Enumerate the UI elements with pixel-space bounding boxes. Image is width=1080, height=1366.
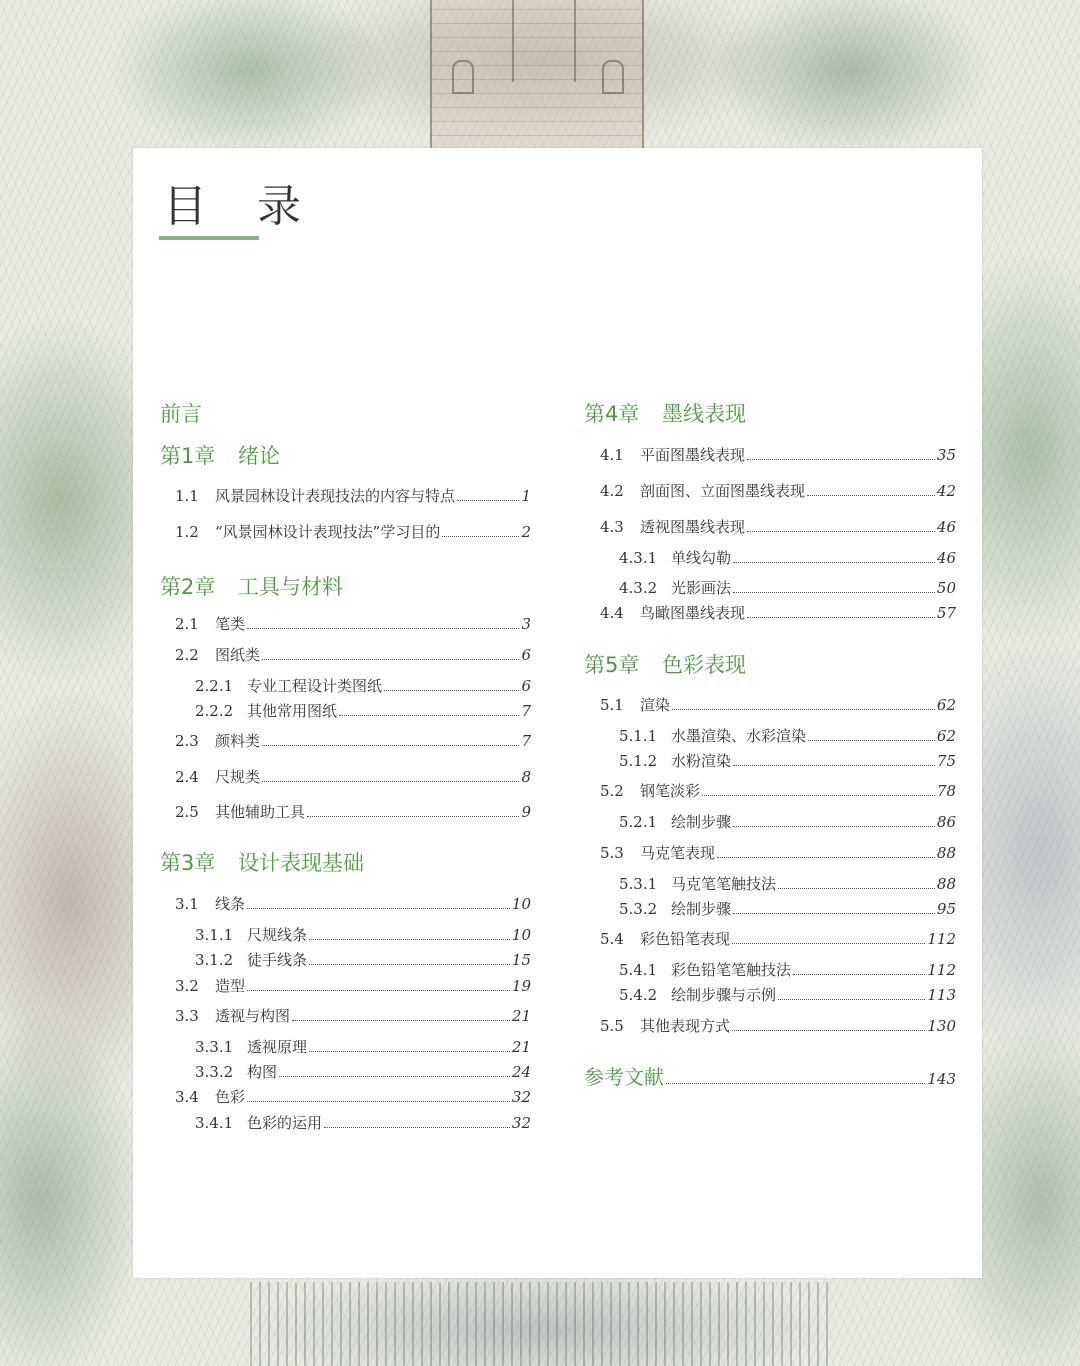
- entry-title: 剖面图、立面图墨线表现: [640, 482, 806, 500]
- entry-number: 5.4.2: [619, 986, 658, 1004]
- dot-leader: [247, 1101, 510, 1102]
- entry-page: 15: [511, 951, 531, 969]
- entry-page: 62: [936, 696, 956, 714]
- dot-leader: [247, 628, 519, 629]
- entry-page: 35: [936, 446, 956, 464]
- dot-leader: [672, 709, 935, 710]
- toc-entry-5-4-1[interactable]: [619, 959, 956, 980]
- entry-title: 造型: [215, 977, 246, 995]
- entry-title: 马克笔笔触技法: [671, 875, 777, 893]
- entry-number: 5.3.1: [619, 875, 658, 893]
- dot-leader: [309, 939, 510, 940]
- toc-entry-3-1-1[interactable]: [195, 924, 531, 945]
- toc-entry-5-4[interactable]: [600, 928, 956, 949]
- entry-number: 1.1: [175, 487, 199, 505]
- entry-number: 3.3: [175, 1007, 199, 1025]
- entry-title: 单线勾勒: [671, 549, 732, 567]
- entry-page: 112: [927, 961, 956, 979]
- entry-title: 钢笔淡彩: [640, 782, 701, 800]
- chapter-3-heading[interactable]: [160, 847, 364, 877]
- entry-title: 线条: [215, 895, 246, 913]
- entry-page: 88: [936, 844, 956, 862]
- dot-leader: [702, 795, 935, 796]
- entry-title: 透视与构图: [215, 1007, 291, 1025]
- chapter-number: 第2章: [160, 575, 216, 599]
- entry-page: 19: [511, 977, 531, 995]
- dot-leader: [733, 592, 935, 593]
- chapter-number: 第1章: [160, 444, 216, 468]
- dot-leader: [747, 531, 935, 532]
- dot-leader: [457, 500, 519, 501]
- entry-number: 3.4.1: [195, 1114, 234, 1132]
- toc-entry-5-1-2[interactable]: [619, 750, 956, 771]
- entry-page: 7: [521, 702, 531, 720]
- dot-leader: [262, 659, 519, 660]
- chapter-1-heading[interactable]: [160, 440, 280, 470]
- title-underline: [159, 236, 259, 240]
- entry-page: 10: [511, 926, 531, 944]
- references-entry[interactable]: [584, 1061, 956, 1090]
- entry-page: 112: [927, 930, 956, 948]
- dot-leader: [307, 816, 519, 817]
- entry-title: 鸟瞰图墨线表现: [640, 604, 746, 622]
- entry-number: 2.4: [175, 768, 199, 786]
- chapter-title: 绪论: [238, 444, 280, 468]
- entry-page: 46: [936, 518, 956, 536]
- entry-page: 57: [936, 604, 956, 622]
- toc-entry-5-3-2[interactable]: [619, 898, 956, 919]
- dot-leader: [384, 690, 519, 691]
- dot-leader: [778, 999, 925, 1000]
- entry-page: 21: [511, 1038, 531, 1056]
- toc-entry-5-5[interactable]: [600, 1015, 956, 1036]
- entry-number: 5.5: [600, 1017, 624, 1035]
- entry-title: 色彩: [215, 1088, 246, 1106]
- toc-entry-5-1[interactable]: [600, 694, 956, 715]
- entry-number: 4.1: [600, 446, 624, 464]
- entry-page: 6: [521, 677, 531, 695]
- entry-title: 光影画法: [671, 579, 732, 597]
- entry-title: “风景园林设计表现技法”学习目的: [215, 523, 441, 541]
- tower-sketch: [512, 0, 576, 82]
- entry-page: 78: [936, 782, 956, 800]
- toc-entry-4-1[interactable]: [600, 444, 956, 465]
- toc-entry-3-4-1[interactable]: [195, 1112, 531, 1133]
- entry-title: 透视原理: [247, 1038, 308, 1056]
- entry-number: 3.1.2: [195, 951, 234, 969]
- entry-title: 颜料类: [215, 732, 261, 750]
- chapter-title: 工具与材料: [238, 575, 343, 599]
- toc-panel: [133, 148, 982, 1278]
- toc-entry-2-2-2[interactable]: [195, 700, 531, 721]
- entry-page: 46: [936, 549, 956, 567]
- toc-entry-4-3-2[interactable]: [619, 577, 956, 598]
- entry-page: 1: [521, 487, 531, 505]
- building-sketch: [430, 0, 644, 150]
- entry-number: 2.2: [175, 646, 199, 664]
- entry-page: 86: [936, 813, 956, 831]
- entry-page: 32: [511, 1088, 531, 1106]
- dot-leader: [733, 765, 935, 766]
- toc-entry-4-4[interactable]: [600, 602, 956, 623]
- entry-number: 5.3: [600, 844, 624, 862]
- entry-number: 2.2.2: [195, 702, 234, 720]
- dot-leader: [808, 740, 935, 741]
- entry-number: 5.1: [600, 696, 624, 714]
- dot-leader: [732, 1030, 925, 1031]
- entry-page: 24: [511, 1063, 531, 1081]
- entry-title: 马克笔表现: [640, 844, 716, 862]
- toc-entry-5-2-1[interactable]: [619, 811, 956, 832]
- entry-page: 75: [936, 752, 956, 770]
- entry-number: 5.4: [600, 930, 624, 948]
- toc-entry-2-1[interactable]: [175, 613, 531, 634]
- entry-page: 6: [521, 646, 531, 664]
- entry-page: 8: [521, 768, 531, 786]
- dot-leader: [747, 617, 935, 618]
- dot-leader: [309, 1051, 510, 1052]
- dot-leader: [324, 1127, 510, 1128]
- entry-number: 3.4: [175, 1088, 199, 1106]
- entry-number: 4.3.1: [619, 549, 658, 567]
- toc-entry-2-2-1[interactable]: [195, 675, 531, 696]
- entry-title: 绘制步骤: [671, 813, 732, 831]
- entry-title: 平面图墨线表现: [640, 446, 746, 464]
- entry-page: 113: [927, 986, 956, 1004]
- toc-entry-3-2[interactable]: [175, 975, 531, 996]
- dot-leader: [807, 495, 935, 496]
- toc-entry-5-1-1[interactable]: [619, 725, 956, 746]
- toc-entry-2-3[interactable]: [175, 730, 531, 751]
- toc-entry-3-1[interactable]: [175, 893, 531, 914]
- chapter-2-heading[interactable]: [160, 571, 343, 601]
- entry-title: 风景园林设计表现技法的内容与特点: [215, 487, 456, 505]
- entry-page: 2: [521, 523, 531, 541]
- dot-leader: [732, 943, 925, 944]
- entry-title: 其他表现方式: [640, 1017, 731, 1035]
- dot-leader: [778, 888, 935, 889]
- entry-title: 图纸类: [215, 646, 261, 664]
- entry-page: 21: [511, 1007, 531, 1025]
- entry-number: 4.2: [600, 482, 624, 500]
- entry-number: 2.3: [175, 732, 199, 750]
- toc-entry-4-2[interactable]: [600, 480, 956, 501]
- toc-entry-5-2[interactable]: [600, 780, 956, 801]
- entry-number: 2.1: [175, 615, 199, 633]
- window-sketch: [452, 60, 474, 94]
- toc-entry-3-4[interactable]: [175, 1086, 531, 1107]
- entry-number: 2.5: [175, 803, 199, 821]
- toc-entry-1-2[interactable]: [175, 521, 531, 542]
- entry-number: 3.2: [175, 977, 199, 995]
- entry-page: 32: [511, 1114, 531, 1132]
- entry-page: 7: [521, 732, 531, 750]
- chapter-number: 第4章: [584, 402, 640, 426]
- entry-title: 其他常用图纸: [247, 702, 338, 720]
- references-title: 参考文献: [584, 1065, 664, 1089]
- entry-page: 130: [927, 1017, 956, 1035]
- dot-leader: [717, 857, 935, 858]
- chapter-title: 色彩表现: [662, 653, 746, 677]
- entry-page: 62: [936, 727, 956, 745]
- window-sketch: [602, 60, 624, 94]
- toc-entry-3-3-1[interactable]: [195, 1036, 531, 1057]
- entry-title: 绘制步骤: [671, 900, 732, 918]
- entry-number: 4.4: [600, 604, 624, 622]
- preface-heading[interactable]: [160, 398, 202, 428]
- dot-leader: [733, 826, 935, 827]
- dot-leader: [247, 990, 510, 991]
- toc-entry-4-3-1[interactable]: [619, 547, 956, 568]
- chapter-4-heading[interactable]: [584, 398, 746, 428]
- entry-title: 徒手线条: [247, 951, 308, 969]
- entry-title: 色彩的运用: [247, 1114, 323, 1132]
- toc-entry-3-3-2[interactable]: [195, 1061, 531, 1082]
- dot-leader: [733, 562, 935, 563]
- dot-leader: [793, 974, 925, 975]
- entry-number: 5.3.2: [619, 900, 658, 918]
- entry-number: 3.1.1: [195, 926, 234, 944]
- dot-leader: [262, 745, 519, 746]
- entry-title: 彩色铅笔表现: [640, 930, 731, 948]
- preface-label: 前言: [160, 402, 202, 426]
- dot-leader: [747, 459, 935, 460]
- toc-entry-3-3[interactable]: [175, 1005, 531, 1026]
- entry-number: 5.2.1: [619, 813, 658, 831]
- entry-number: 5.2: [600, 782, 624, 800]
- toc-entry-5-3-1[interactable]: [619, 873, 956, 894]
- entry-title: 构图: [247, 1063, 278, 1081]
- entry-title: 渲染: [640, 696, 671, 714]
- chapter-title: 设计表现基础: [238, 851, 364, 875]
- entry-title: 透视图墨线表现: [640, 518, 746, 536]
- dot-leader: [442, 536, 519, 537]
- entry-number: 5.1.1: [619, 727, 658, 745]
- references-page: 143: [927, 1070, 956, 1088]
- entry-page: 10: [511, 895, 531, 913]
- waterfall-sketch: [250, 1282, 830, 1366]
- dot-leader: [279, 1076, 510, 1077]
- entry-title: 水粉渲染: [671, 752, 732, 770]
- dot-leader: [262, 781, 519, 782]
- entry-title: 尺规类: [215, 768, 261, 786]
- entry-number: 4.3.2: [619, 579, 658, 597]
- chapter-number: 第5章: [584, 653, 640, 677]
- dot-leader: [309, 964, 510, 965]
- entry-page: 95: [936, 900, 956, 918]
- dot-leader: [339, 715, 519, 716]
- entry-page: 42: [936, 482, 956, 500]
- toc-entry-2-4[interactable]: [175, 766, 531, 787]
- entry-number: 2.2.1: [195, 677, 234, 695]
- entry-page: 50: [936, 579, 956, 597]
- entry-number: 5.1.2: [619, 752, 658, 770]
- entry-title: 尺规线条: [247, 926, 308, 944]
- chapter-title: 墨线表现: [662, 402, 746, 426]
- entry-number: 3.3.2: [195, 1063, 234, 1081]
- dot-leader: [292, 1020, 510, 1021]
- entry-page: 9: [521, 803, 531, 821]
- chapter-5-heading[interactable]: [584, 649, 746, 679]
- page-title: 目 录: [163, 181, 319, 232]
- dot-leader: [247, 908, 510, 909]
- dot-leader: [733, 913, 935, 914]
- toc-entry-2-2[interactable]: [175, 644, 531, 665]
- toc-entry-5-3[interactable]: [600, 842, 956, 863]
- entry-number: 5.4.1: [619, 961, 658, 979]
- entry-title: 水墨渲染、水彩渲染: [671, 727, 807, 745]
- entry-page: 88: [936, 875, 956, 893]
- chapter-number: 第3章: [160, 851, 216, 875]
- entry-title: 绘制步骤与示例: [671, 986, 777, 1004]
- toc-entry-3-1-2[interactable]: [195, 949, 531, 970]
- entry-title: 彩色铅笔笔触技法: [671, 961, 792, 979]
- entry-number: 3.3.1: [195, 1038, 234, 1056]
- toc-entry-5-4-2[interactable]: [619, 984, 956, 1005]
- entry-number: 4.3: [600, 518, 624, 536]
- toc-entry-2-5[interactable]: [175, 801, 531, 822]
- dot-leader: [666, 1083, 925, 1084]
- toc-entry-1-1[interactable]: [175, 485, 531, 506]
- entry-title: 其他辅助工具: [215, 803, 306, 821]
- entry-number: 3.1: [175, 895, 199, 913]
- entry-page: 3: [521, 615, 531, 633]
- entry-title: 笔类: [215, 615, 246, 633]
- entry-number: 1.2: [175, 523, 199, 541]
- toc-entry-4-3[interactable]: [600, 516, 956, 537]
- entry-title: 专业工程设计类图纸: [247, 677, 383, 695]
